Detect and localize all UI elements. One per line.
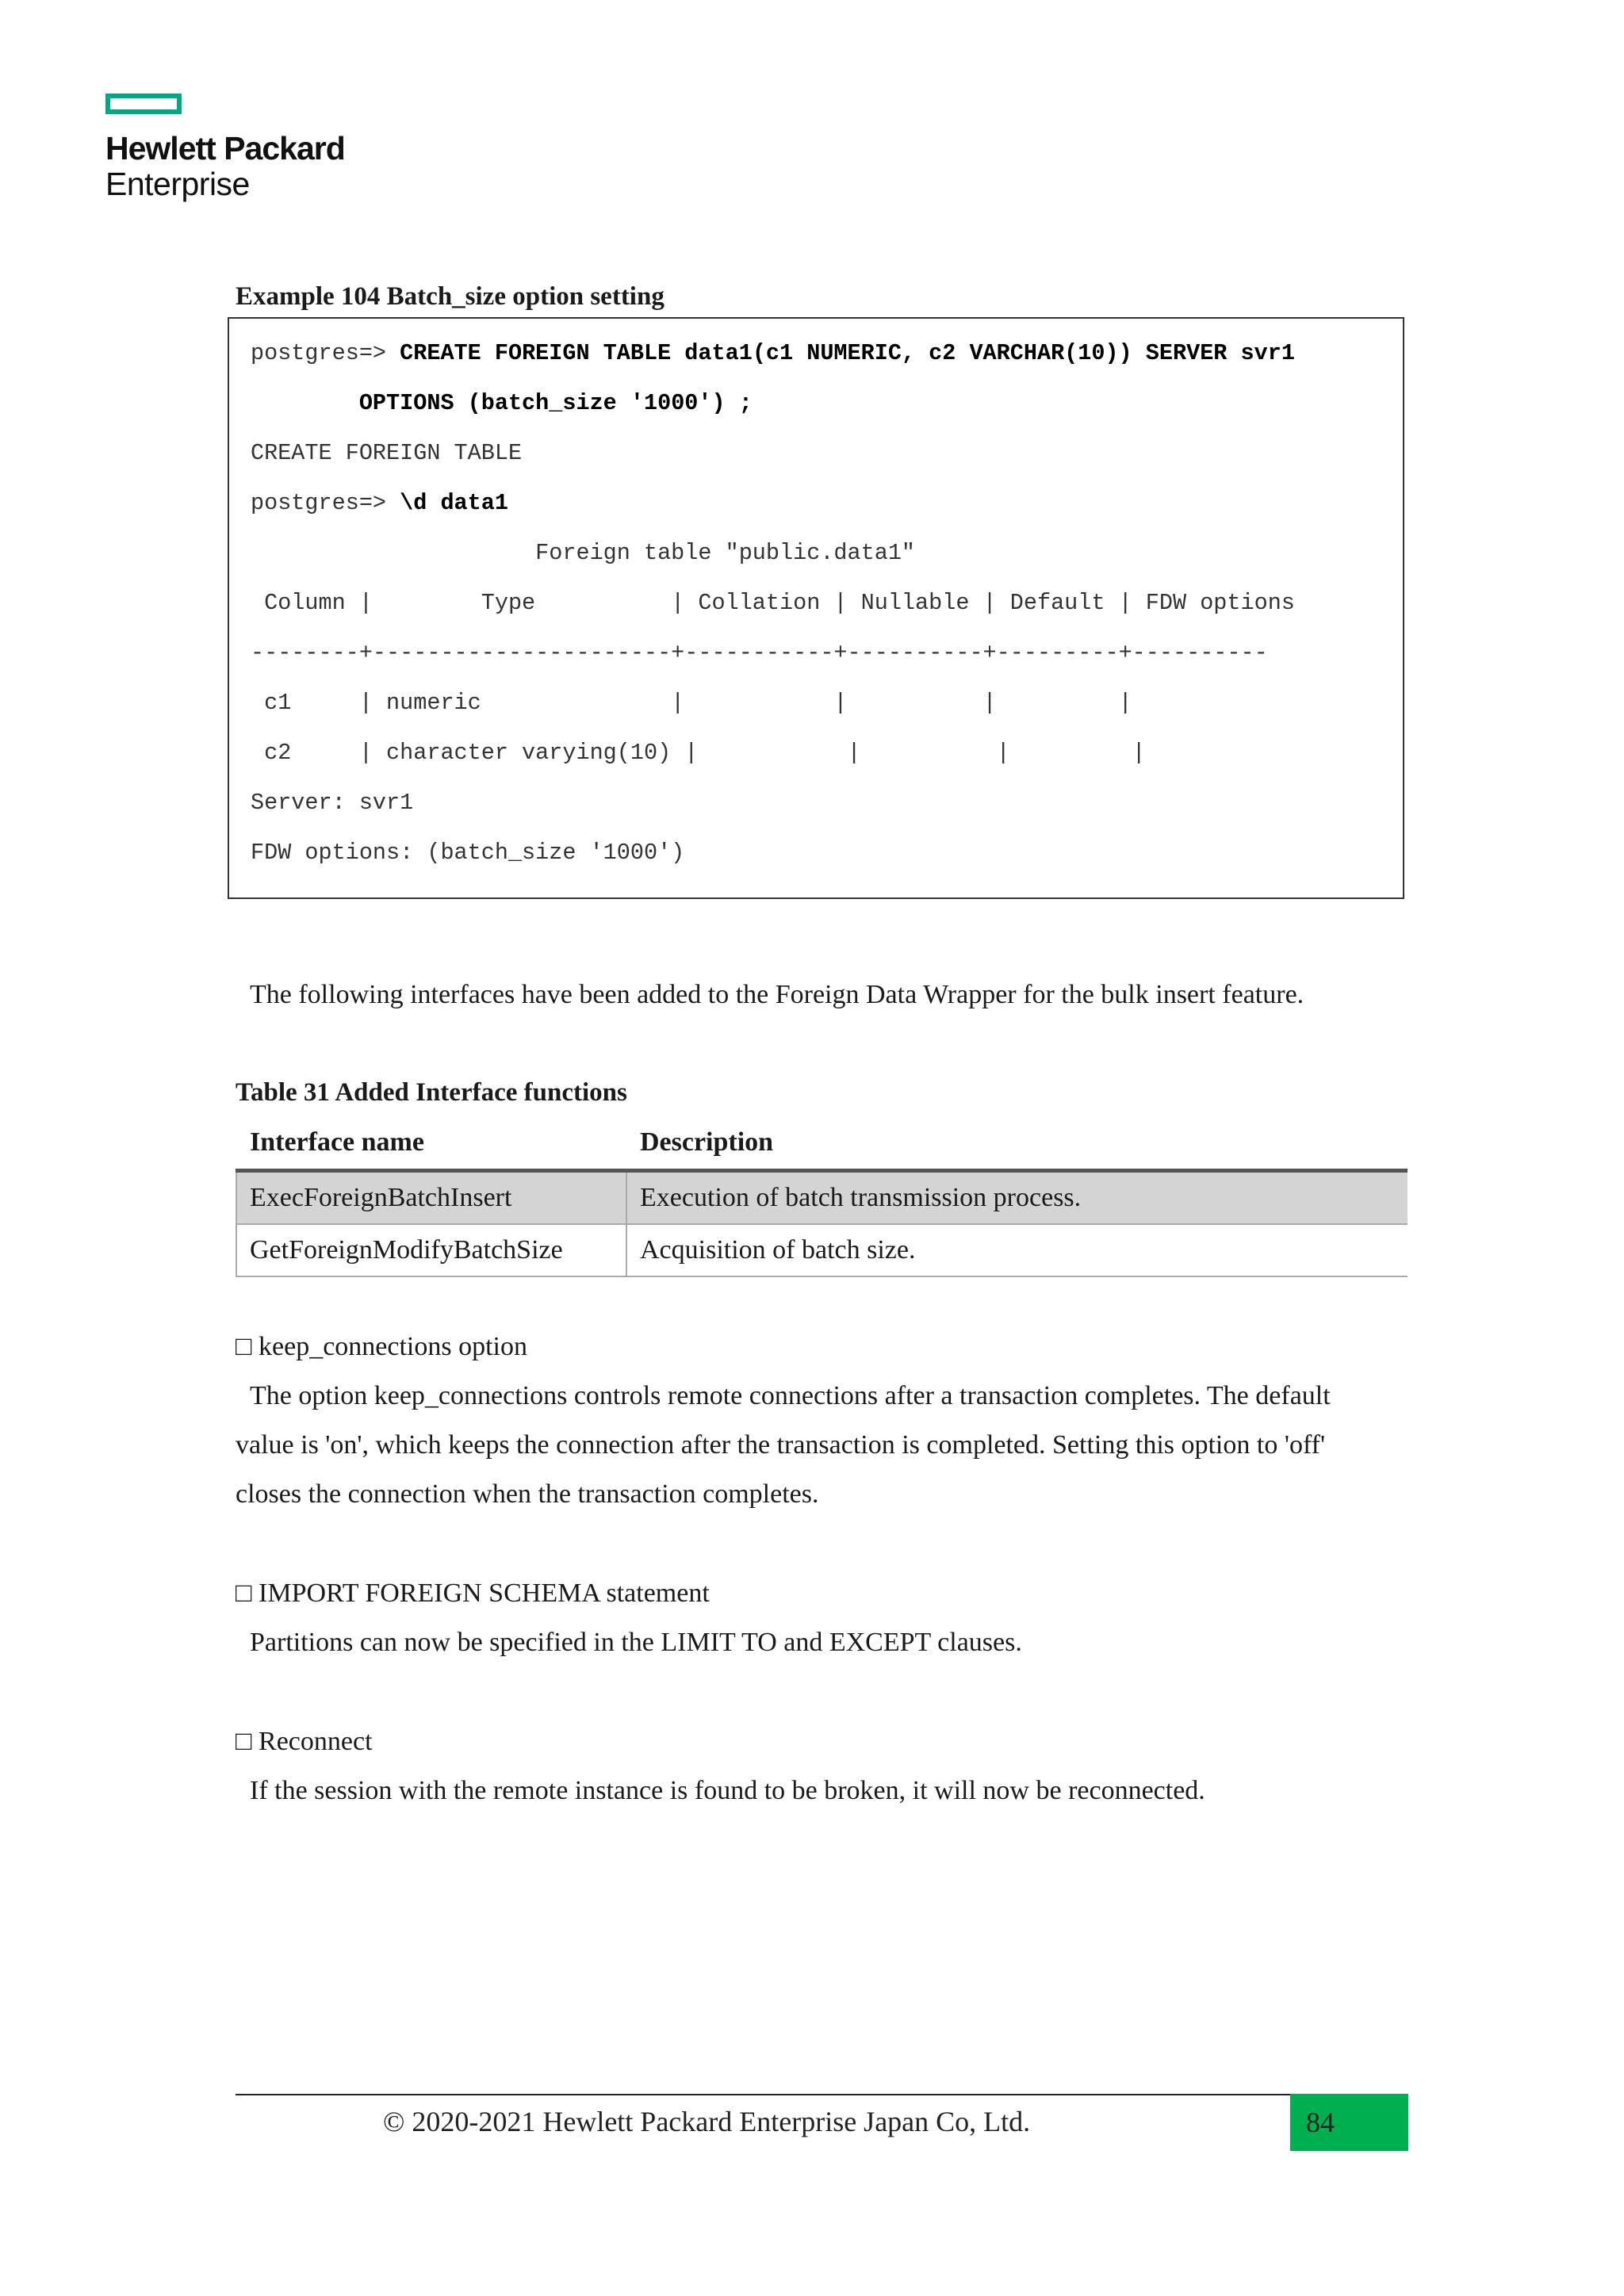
section-heading-import-foreign-schema: □ IMPORT FOREIGN SCHEMA statement — [236, 1578, 710, 1608]
logo-text-line2: Enterprise — [105, 166, 250, 202]
table-border — [626, 1225, 627, 1276]
table-cell: GetForeignModifyBatchSize — [250, 1235, 563, 1265]
table-header-row — [236, 1118, 1408, 1173]
code-line: --------+----------------------+-----------+----------+---------+---------- — [251, 640, 1268, 666]
logo-mark-icon — [105, 94, 182, 114]
code-example-box — [228, 317, 1404, 899]
table-cell: Execution of batch transmission process. — [640, 1183, 1082, 1212]
section-body-line: Partitions can now be specified in the LIMIT TO and EXCEPT clauses. — [250, 1628, 1022, 1657]
table-cell: Acquisition of batch size. — [640, 1235, 916, 1265]
intro-paragraph: The following interfaces have been added to the Foreign Data Wrapper for the bulk insert feature. — [250, 980, 1304, 1009]
code-line: Column | Type | Collation | Nullable | Default | FDW options — [251, 590, 1295, 616]
footer-copyright: © 2020-2021 Hewlett Packard Enterprise Japan Co, Ltd. — [383, 2106, 1031, 2137]
table-caption: Table 31 Added Interface functions — [236, 1078, 627, 1107]
code-line: Server: svr1 — [251, 790, 414, 816]
interface-table — [236, 1118, 1408, 1277]
code-line: Foreign table "public.data1" — [251, 540, 916, 566]
table-row — [236, 1225, 1408, 1277]
table-header-cell: Description — [640, 1127, 774, 1157]
code-line: c1 | numeric | | | | — [251, 690, 1132, 716]
company-logo — [105, 94, 359, 205]
table-cell: ExecForeignBatchInsert — [250, 1183, 512, 1212]
table-border — [626, 1173, 627, 1223]
section-heading-reconnect: □ Reconnect — [236, 1727, 373, 1756]
section-body-line: The option keep_connections controls remote connections after a transaction completes. The default — [250, 1381, 1331, 1410]
code-line: postgres=> CREATE FOREIGN TABLE data1(c1 NUMERIC, c2 VARCHAR(10)) SERVER svr1 — [251, 340, 1295, 366]
table-row — [236, 1173, 1408, 1225]
section-body-line: If the session with the remote instance is found to be broken, it will now be reconnected. — [250, 1776, 1205, 1805]
section-body-line: closes the connection when the transaction completes. — [236, 1479, 819, 1509]
section-heading-keep-connections: □ keep_connections option — [236, 1332, 528, 1361]
code-line: c2 | character varying(10) | | | | — [251, 740, 1146, 766]
code-line: postgres=> \d data1 — [251, 490, 508, 516]
table-border — [236, 1173, 237, 1223]
table-border — [236, 1225, 237, 1276]
table-header-cell: Interface name — [250, 1127, 424, 1157]
example-caption: Example 104 Batch_size option setting — [236, 282, 665, 311]
code-line: CREATE FOREIGN TABLE — [251, 440, 523, 466]
code-line: OPTIONS (batch_size '1000') ; — [358, 390, 753, 416]
page-number-badge: 84 — [1290, 2094, 1408, 2151]
code-line: FDW options: (batch_size '1000') — [251, 840, 685, 866]
section-body-line: value is 'on', which keeps the connection after the transaction is completed. Setting this option to 'off' — [236, 1430, 1326, 1460]
logo-text-line1: Hewlett Packard — [105, 130, 345, 166]
footer-divider — [236, 2094, 1290, 2095]
